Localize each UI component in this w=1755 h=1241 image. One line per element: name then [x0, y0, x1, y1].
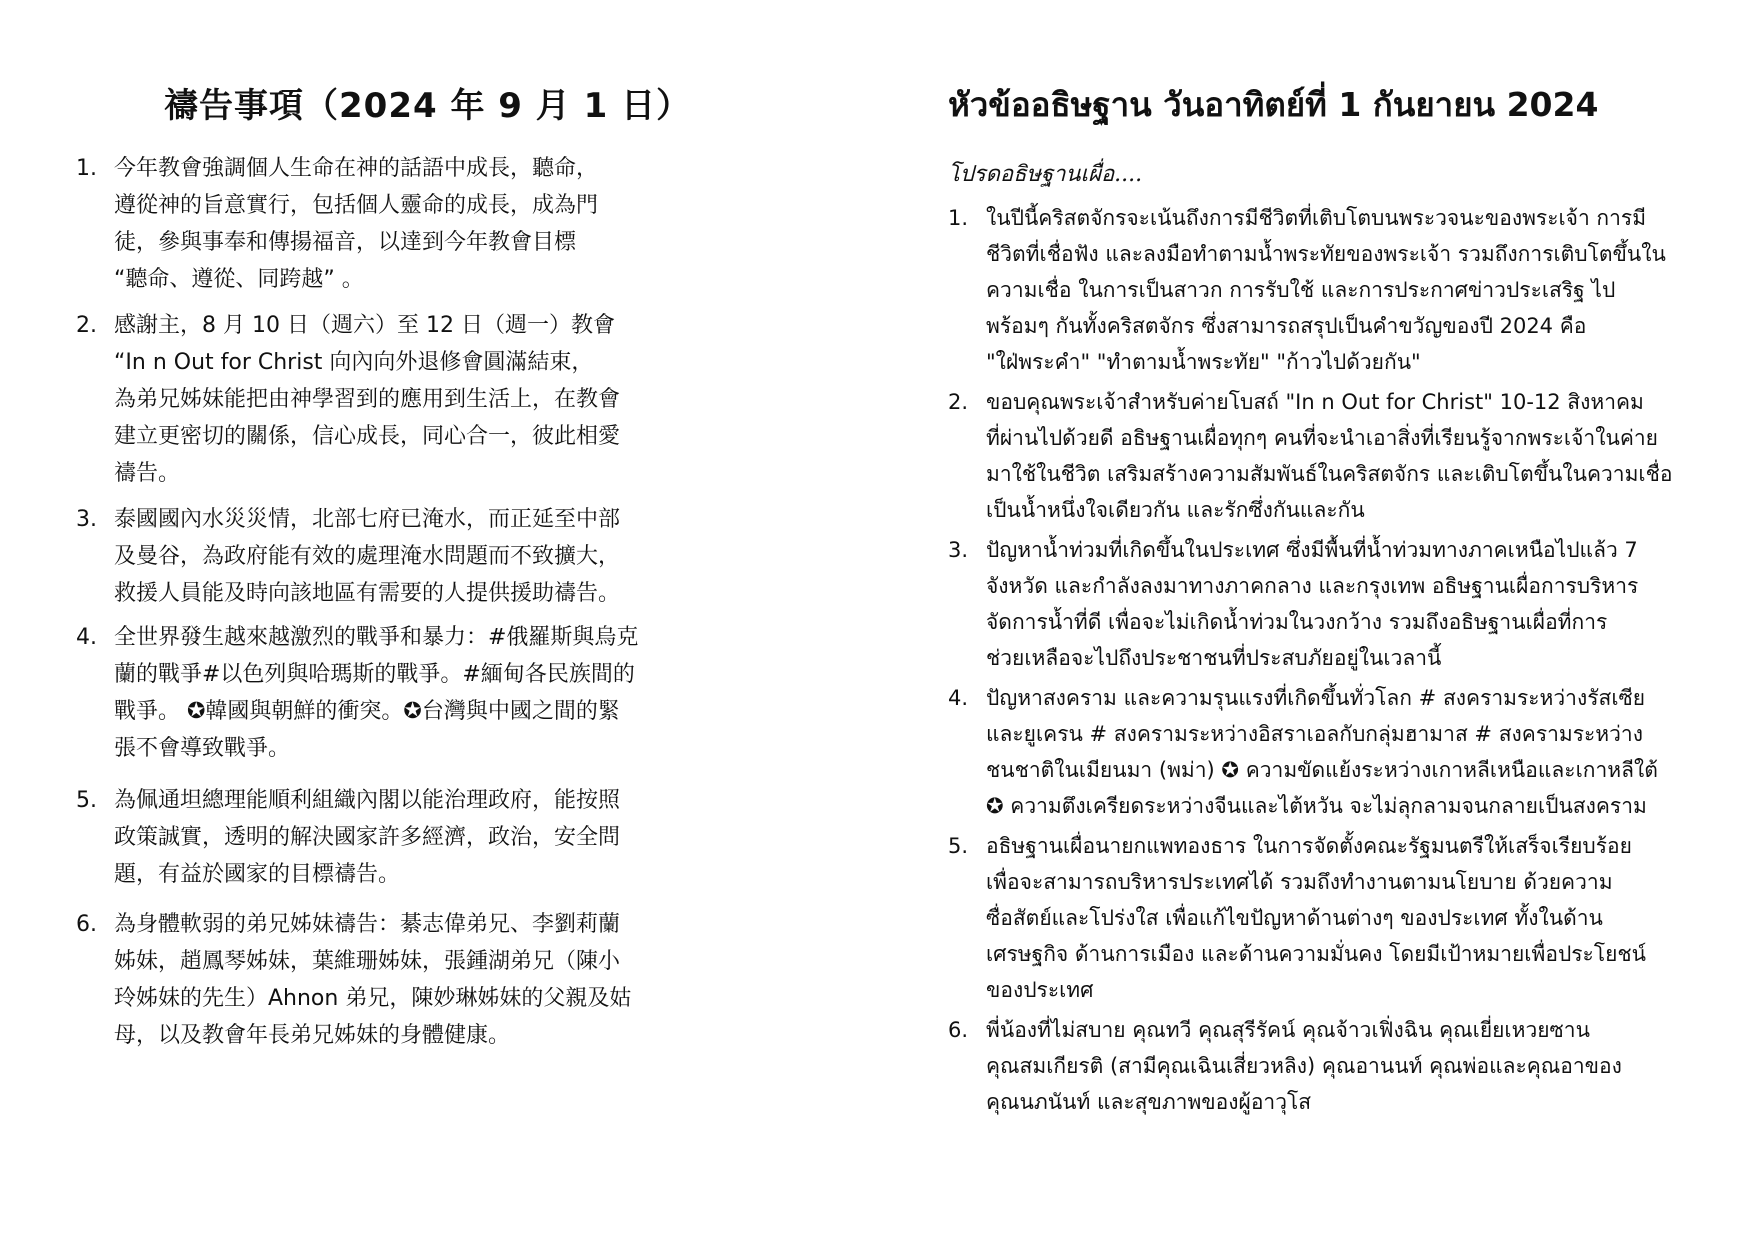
item-line: 姊妹，趙鳳琴姊妹，葉維珊姊妹，張鍾湖弟兄（陳小 [114, 949, 621, 974]
item-line: 遵從神的旨意實行，包括個人靈命的成長，成為門 [114, 193, 599, 218]
item-number: 3. [76, 507, 97, 532]
item-line: และยูเครน # สงครามระหว่างอิสราเอลกับกลุ่มฮามาส # สงครามระหว่าง [986, 722, 1643, 746]
item-line: ในปีนี้คริสตจักรจะเน้นถึงการมีชีวิตที่เติบโตบนพระวจนะของพระเจ้า การมี [986, 206, 1647, 230]
item-line: 母，以及教會年長弟兄姊妹的身體健康。 [114, 1023, 511, 1048]
chinese-title: 禱告事項（2024 年 9 月 1 日） [164, 86, 692, 126]
item-line: ความเชื่อ ในการเป็นสาวก การรับใช้ และการประกาศข่าวประเสริฐ ไป [986, 278, 1616, 302]
item-line: 為弟兄姊妹能把由神學習到的應用到生活上，在教會 [114, 387, 621, 412]
item-line: ซื่อสัตย์และโปร่งใส เพื่อแก้ไขปัญหาด้านต่างๆ ของประเทศ ทั้งในด้าน [986, 906, 1603, 930]
item-line: 禱告。 [114, 461, 181, 486]
chinese-prayer-item-3 [72, 501, 812, 612]
item-number: 3. [948, 538, 969, 562]
item-line: ชนชาติในเมียนมา (พม่า) ✪ ความขัดแย้งระหว่างเกาหลีเหนือและเกาหลีใต้ [986, 758, 1658, 782]
thai-prayer-item-1 [948, 200, 1708, 380]
item-number: 5. [948, 834, 969, 858]
item-line: เพื่อจะสามารถบริหารประเทศได้ รวมถึงทำงานตามนโยบาย ด้วยความ [986, 870, 1613, 894]
item-number: 4. [948, 686, 969, 710]
item-number: 6. [76, 912, 97, 937]
item-line: จัดการน้ำที่ดี เพื่อจะไม่เกิดน้ำท่วมในวงกว้าง รวมถึงอธิษฐานเผื่อที่การ [986, 610, 1608, 634]
item-line: 及曼谷，為政府能有效的處理淹水問題而不致擴大， [114, 544, 621, 569]
item-line: พี่น้องที่ไม่สบาย คุณทวี คุณสุรีรัคน์ คุณจ้าวเฟิ่งฉิน คุณเยี่ยเหวยซาน [986, 1018, 1590, 1042]
item-line: 玲姊妹的先生）Ahnon 弟兄，陳妙琳姊妹的父親及姑 [114, 986, 632, 1011]
thai-prayer-item-5 [948, 828, 1708, 1008]
thai-prayer-item-4 [948, 680, 1708, 824]
item-line: ชีวิตที่เชื่อฟัง และลงมือทำตามน้ำพระทัยของพระเจ้า รวมถึงการเติบโตขึ้นใน [986, 242, 1666, 266]
chinese-prayer-item-1 [72, 150, 812, 298]
item-line: 政策誠實，透明的解決國家許多經濟，政治，安全問 [114, 825, 621, 850]
item-line: เป็นน้ำหนึ่งใจเดียวกัน และรักซึ่งกันและกัน [986, 498, 1365, 522]
item-number: 2. [76, 313, 97, 338]
item-line: คุณสมเกียรติ (สามีคุณเฉินเสี่ยวหลิง) คุณอานนท์ คุณพ่อและคุณอาของ [986, 1054, 1622, 1078]
item-line: 張不會導致戰爭。 [114, 736, 291, 761]
item-line: ช่วยเหลือจะไปถึงประชาชนที่ประสบภัยอยู่ในเวลานี้ [986, 646, 1442, 670]
item-line: ของประเทศ [986, 978, 1094, 1002]
item-line: 為身體軟弱的弟兄姊妹禱告：綦志偉弟兄、李劉莉蘭 [114, 912, 621, 937]
item-line: “聽命、遵從、同跨越” 。 [114, 267, 364, 292]
item-number: 5. [76, 788, 97, 813]
item-line: 蘭的戰爭#以色列與哈瑪斯的戰爭。#緬甸各民族間的 [114, 662, 635, 687]
item-line: 戰爭。 ✪韓國與朝鮮的衝突。✪台灣與中國之間的緊 [114, 699, 620, 724]
item-line: ขอบคุณพระเจ้าสำหรับค่ายโบสถ์ "In n Out for Christ" 10-12 สิงหาคม [986, 390, 1644, 414]
thai-prayer-item-6 [948, 1012, 1708, 1120]
item-number: 2. [948, 390, 969, 414]
item-line: ที่ผ่านไปด้วยดี อธิษฐานเผื่อทุกๆ คนที่จะนำเอาสิ่งที่เรียนรู้จากพระเจ้าในค่าย [986, 426, 1658, 450]
thai-prayer-list [948, 200, 1708, 1120]
item-line: จังหวัด และกำลังลงมาทางภาคกลาง และกรุงเทพ อธิษฐานเผื่อการบริหาร [986, 574, 1639, 598]
item-line: เศรษฐกิจ ด้านการเมือง และด้านความมั่นคง โดยมีเป้าหมายเพื่อประโยชน์ [986, 942, 1647, 966]
chinese-prayer-item-6 [72, 906, 812, 1054]
item-line: พร้อมๆ กันทั้งคริสตจักร ซึ่งสามารถสรุปเป็นคำขวัญของปี 2024 คือ [986, 314, 1587, 338]
item-line: ปัญหาสงคราม และความรุนแรงที่เกิดขึ้นทั่วโลก # สงครามระหว่างรัสเซีย [986, 686, 1646, 710]
chinese-prayer-item-2 [72, 307, 812, 492]
chinese-prayer-list [72, 150, 812, 1054]
chinese-prayer-item-4 [72, 619, 812, 767]
thai-title: หัวข้ออธิษฐาน วันอาทิตย์ที่ 1 กันยายน 2024 [948, 85, 1599, 124]
item-number: 6. [948, 1018, 969, 1042]
item-line: 全世界發生越來越激烈的戰爭和暴力：#俄羅斯與烏克 [114, 625, 639, 650]
item-line: 泰國國內水災災情，北部七府已淹水，而正延至中部 [114, 507, 621, 532]
item-line: มาใช้ในชีวิต เสริมสร้างความสัมพันธ์ในคริสตจักร และเติบโตขึ้นในความเชื่อ [986, 462, 1673, 486]
item-line: ปัญหาน้ำท่วมที่เกิดขึ้นในประเทศ ซึ่งมีพื้นที่น้ำท่วมทางภาคเหนือไปแล้ว 7 [986, 538, 1638, 562]
item-line: 感謝主，8 月 10 日（週六）至 12 日（週一）教會 [114, 313, 615, 338]
item-number: 1. [76, 156, 97, 181]
item-line: 徒，參與事奉和傳揚福音，以達到今年教會目標 [114, 230, 577, 255]
item-line: "ใฝ่พระคำ" "ทำตามน้ำพระทัย" "ก้าวไปด้วยกัน" [986, 350, 1421, 374]
item-line: 為佩通坦總理能順利組織內閣以能治理政府，能按照 [114, 788, 621, 813]
thai-prayer-item-3 [948, 532, 1708, 676]
item-line: 今年教會強調個人生命在神的話語中成長，聽命， [114, 156, 599, 181]
thai-prayer-item-2 [948, 384, 1708, 528]
item-line: 題，有益於國家的目標禱告。 [114, 862, 401, 887]
item-line: 救援人員能及時向該地區有需要的人提供援助禱告。 [114, 581, 621, 606]
item-line: คุณนภนันท์ และสุขภาพของผู้อาวุโส [986, 1090, 1312, 1114]
item-line: ✪ ความตึงเครียดระหว่างจีนและไต้หวัน จะไม่ลุกลามจนกลายเป็นสงคราม [986, 794, 1647, 818]
thai-intro: โปรดอธิษฐานเผื่อ.... [948, 162, 1143, 187]
item-number: 4. [76, 625, 97, 650]
item-line: อธิษฐานเผื่อนายกแพทองธาร ในการจัดตั้งคณะรัฐมนตรีให้เสร็จเรียบร้อย [986, 834, 1632, 858]
chinese-prayer-item-5 [72, 782, 812, 893]
item-line: 建立更密切的關係，信心成長，同心合一，彼此相愛 [114, 424, 621, 449]
item-number: 1. [948, 206, 969, 230]
item-line: “In n Out for Christ 向內向外退修會圓滿結束， [114, 350, 594, 375]
